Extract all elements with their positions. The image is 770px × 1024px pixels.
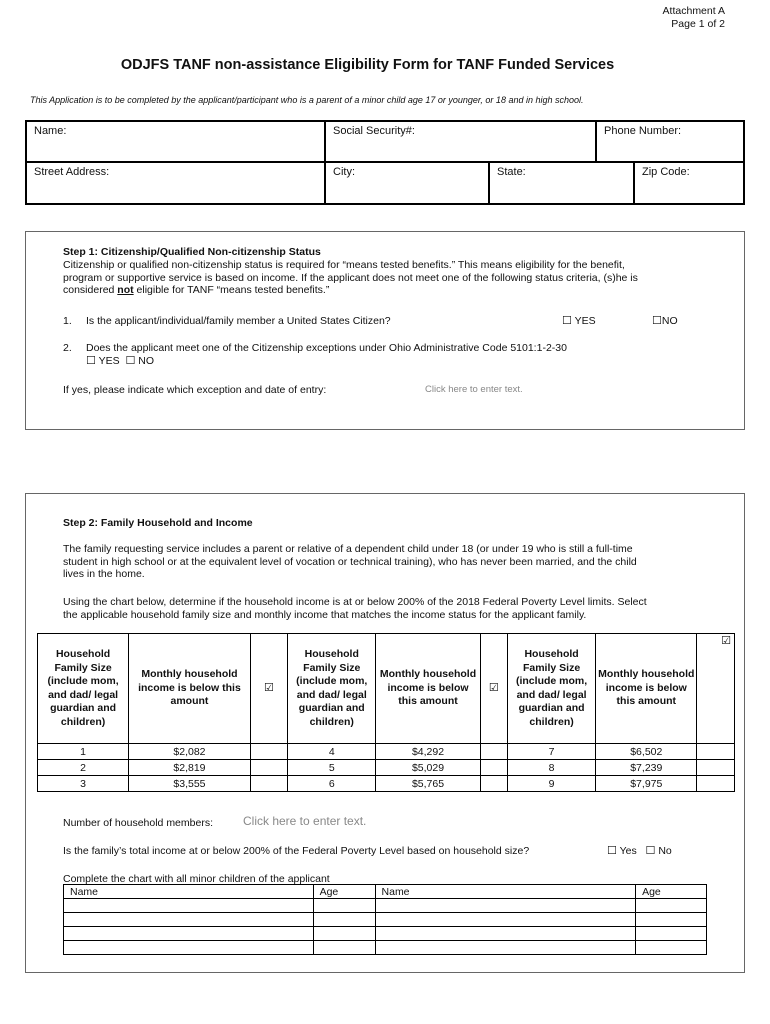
step2-instructions — [63, 596, 647, 621]
step1-line3-post: eligible for TANF “means tested benefits.” — [133, 284, 330, 296]
fpl-yes-checkbox-icon[interactable]: ☐ — [607, 844, 617, 857]
city-field[interactable] — [324, 161, 490, 205]
col-monthly-income-3: Monthly household income is below this amount — [596, 634, 697, 744]
household-size-cell: 9 — [508, 776, 596, 792]
income-limit-cell: $4,292 — [376, 744, 480, 760]
child-age-cell[interactable] — [636, 941, 707, 955]
select-cell[interactable] — [697, 744, 735, 760]
income-limit-cell: $7,239 — [596, 760, 697, 776]
zip-field[interactable] — [633, 161, 745, 205]
child-name-cell[interactable] — [375, 941, 636, 955]
child-age-cell[interactable] — [636, 927, 707, 941]
child-name-cell[interactable] — [375, 913, 636, 927]
income-limit-cell: $5,029 — [376, 760, 480, 776]
q2-yes-label: YES — [98, 355, 120, 367]
income-limit-cell: $5,765 — [376, 776, 480, 792]
col-check-2 — [480, 634, 507, 744]
col-monthly-income-1: Monthly household income is below this amount — [129, 634, 251, 744]
select-cell[interactable] — [480, 744, 507, 760]
name-field[interactable] — [25, 120, 326, 163]
household-size-cell: 6 — [288, 776, 376, 792]
table-row — [64, 899, 707, 913]
exception-label: If yes, please indicate which exception and date of entry: — [63, 384, 327, 396]
check-header-icon-2: ☑ — [488, 681, 499, 695]
q2-yes-checkbox-icon[interactable]: ☐ — [86, 354, 96, 367]
select-cell[interactable] — [697, 760, 735, 776]
child-name-cell[interactable] — [64, 899, 314, 913]
members-label: Number of household members: — [63, 817, 213, 829]
name-label: Name: — [34, 125, 67, 137]
step2-para1-line1: The family requesting service includes a parent or relative of a dependent child under 18 (or under 19 who is still a full-time — [63, 543, 633, 555]
select-cell[interactable] — [480, 760, 507, 776]
col-household-size-1: Household Family Size (include mom, and dad/ legal guardian and children) — [38, 634, 129, 744]
fpl-no-label: No — [658, 845, 672, 857]
select-cell[interactable] — [250, 776, 287, 792]
child-name-cell[interactable] — [375, 927, 636, 941]
step2-para1-line2: student in high school or at the equivalent level of vocation or technical training), who has never been married, and the child — [63, 555, 637, 568]
household-size-cell: 5 — [288, 760, 376, 776]
q1-yes-checkbox-icon[interactable]: ☐ — [562, 314, 572, 327]
fpl-question: Is the family’s total income at or below 200% of the Federal Poverty Level based on household size? — [63, 845, 530, 857]
col-household-size-3: Household Family Size (include mom, and dad/ legal guardian and children) — [508, 634, 596, 744]
child-age-header-1: Age — [313, 885, 375, 899]
table-row — [64, 941, 707, 955]
child-age-cell[interactable] — [313, 899, 375, 913]
q1-no-option[interactable] — [652, 315, 678, 328]
step1-line1: Citizenship or qualified non-citizenship status is required for “means tested benefits.” This means eligibility for the benefit, — [63, 259, 625, 271]
step1-line3-pre: considered — [63, 284, 118, 296]
q1-yes-option[interactable] — [562, 315, 596, 328]
phone-label: Phone Number: — [604, 125, 682, 137]
step1-not-emphasis: not — [117, 284, 134, 296]
household-size-cell: 7 — [508, 744, 596, 760]
select-cell[interactable] — [250, 760, 287, 776]
child-name-header-2: Name — [375, 885, 636, 899]
income-limit-cell: $3,555 — [129, 776, 251, 792]
check-header-icon-1: ☑ — [264, 681, 274, 695]
step1-line2: program or supportive service is based on income. If the applicant does not meet one of the following status criteria, (s)he is — [63, 271, 638, 284]
col-check-1 — [250, 634, 287, 744]
household-size-cell: 1 — [38, 744, 129, 760]
col-check-3 — [697, 634, 735, 744]
q2-text: Does the applicant meet one of the Citizenship exceptions under Ohio Administrative Code 5101:1-2-30 — [86, 342, 567, 354]
phone-field[interactable] — [595, 120, 745, 163]
household-size-cell: 4 — [288, 744, 376, 760]
child-name-cell[interactable] — [375, 899, 636, 913]
income-limit-cell: $2,819 — [129, 760, 251, 776]
child-age-cell[interactable] — [313, 941, 375, 955]
ssn-field[interactable] — [324, 120, 597, 163]
child-age-cell[interactable] — [636, 913, 707, 927]
income-limits-table — [37, 633, 735, 792]
fpl-options — [607, 845, 672, 858]
table-row — [38, 760, 735, 776]
child-age-cell[interactable] — [313, 913, 375, 927]
table-row — [64, 913, 707, 927]
exception-input[interactable]: Click here to enter text. — [425, 384, 523, 395]
child-name-cell[interactable] — [64, 913, 314, 927]
child-age-header-2: Age — [636, 885, 707, 899]
table-row — [38, 744, 735, 760]
table-row — [38, 776, 735, 792]
step2-para2-line2: the applicable household family size and monthly income that matches the income status for the applicant family. — [63, 608, 587, 621]
step2-para1-line3: lives in the home. — [63, 568, 145, 580]
q1-yes-label: YES — [574, 315, 596, 327]
select-cell[interactable] — [250, 744, 287, 760]
q1-number: 1. — [63, 315, 72, 327]
select-cell[interactable] — [480, 776, 507, 792]
child-name-header-1: Name — [64, 885, 314, 899]
q1-text: Is the applicant/individual/family member a United States Citizen? — [86, 315, 391, 327]
q2-no-label: NO — [138, 355, 155, 367]
zip-label: Zip Code: — [642, 166, 690, 178]
q2-no-checkbox-icon[interactable]: ☐ — [125, 354, 136, 367]
form-intro: This Application is to be completed by the applicant/participant who is a parent of a minor child age 17 or younger, or 18 and in high school. — [30, 95, 584, 105]
col-household-size-2: Household Family Size (include mom, and dad/ legal guardian and children) — [288, 634, 376, 744]
step1-title: Step 1: Citizenship/Qualified Non-citizenship Status — [63, 246, 321, 258]
step2-para2-line1: Using the chart below, determine if the household income is at or below 200% of the 2018 Federal Poverty Level limits. Select — [63, 596, 647, 608]
income-limit-cell: $7,975 — [596, 776, 697, 792]
street-field[interactable] — [25, 161, 326, 205]
members-input[interactable]: Click here to enter text. — [243, 814, 367, 828]
step2-title: Step 2: Family Household and Income — [63, 517, 253, 529]
q2-options — [86, 355, 154, 368]
step1-description — [63, 259, 638, 297]
check-header-icon-3: ☑ — [721, 634, 731, 647]
household-size-cell: 8 — [508, 760, 596, 776]
col-monthly-income-2: Monthly household income is below this amount — [376, 634, 480, 744]
attachment-label — [663, 5, 725, 31]
children-chart-label: Complete the chart with all minor children of the applicant — [63, 873, 330, 885]
child-name-cell[interactable] — [64, 941, 314, 955]
income-limit-cell: $2,082 — [129, 744, 251, 760]
q1-no-label: NO — [661, 315, 678, 327]
children-table — [63, 884, 707, 955]
state-label: State: — [497, 166, 526, 178]
child-name-cell[interactable] — [64, 927, 314, 941]
page-number: Page 1 of 2 — [671, 18, 725, 30]
household-size-cell: 3 — [38, 776, 129, 792]
child-age-cell[interactable] — [313, 927, 375, 941]
city-label: City: — [333, 166, 355, 178]
q2-number: 2. — [63, 342, 72, 354]
table-row — [64, 927, 707, 941]
fpl-yes-label: Yes — [619, 845, 637, 857]
state-field[interactable] — [488, 161, 635, 205]
form-title: ODJFS TANF non-assistance Eligibility Form for TANF Funded Services — [120, 57, 615, 73]
child-age-cell[interactable] — [636, 899, 707, 913]
street-label: Street Address: — [34, 166, 110, 178]
income-limit-cell: $6,502 — [596, 744, 697, 760]
step1-line3 — [63, 284, 638, 297]
step2-description — [63, 543, 637, 581]
ssn-label: Social Security#: — [333, 125, 415, 137]
select-cell[interactable] — [697, 776, 735, 792]
attachment-text: Attachment A — [662, 5, 725, 17]
household-size-cell: 2 — [38, 760, 129, 776]
q1-no-checkbox-icon[interactable]: ☐ — [652, 314, 662, 327]
fpl-no-checkbox-icon[interactable]: ☐ — [645, 844, 656, 857]
